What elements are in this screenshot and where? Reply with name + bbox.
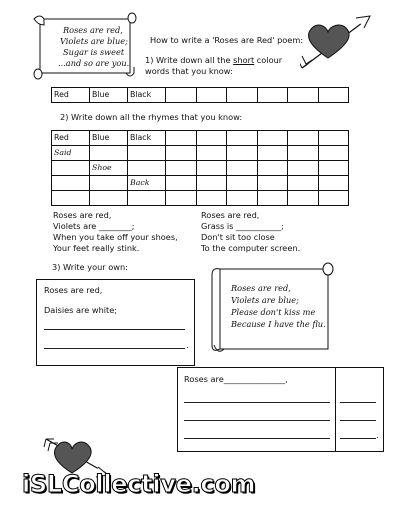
scroll-line-3: Sugar is sweet [63, 47, 125, 57]
rhyme-cell[interactable] [318, 146, 349, 161]
write-line[interactable] [184, 420, 330, 421]
colour-cell[interactable]: Black [128, 88, 166, 103]
heart-arrow-icon [300, 14, 380, 74]
bottom-poem-line1: Roses are_______________, [184, 374, 288, 384]
step3-instruction: 3) Write your own: [52, 262, 128, 272]
end-dot: . [376, 430, 379, 440]
scroll-line-3: Please don't kiss me [231, 307, 316, 317]
rhyme-cell[interactable]: Red [52, 131, 90, 146]
rhyme-cell[interactable] [166, 131, 197, 146]
rhyme-cell[interactable] [288, 161, 319, 176]
rhyme-cell[interactable] [318, 191, 349, 206]
rhyme-cell[interactable] [166, 146, 197, 161]
rhyme-cell[interactable] [227, 176, 258, 191]
colour-cell[interactable] [288, 88, 319, 103]
poem-line: Roses are red, [53, 210, 112, 220]
poem-line: When you take off your shoes, [53, 232, 178, 242]
write-line[interactable] [184, 402, 330, 403]
rhyme-cell[interactable] [196, 146, 227, 161]
rhyme-cell[interactable] [166, 176, 197, 191]
write-line[interactable] [44, 348, 185, 349]
rhymes-table[interactable] [51, 130, 349, 206]
poem-line: Your feet really stink. [53, 243, 140, 253]
end-dot: . [186, 340, 189, 350]
step1-instruction-line2: words that you know: [145, 66, 233, 76]
rhyme-cell[interactable] [257, 131, 288, 146]
poem-line: Grass is ___________; [201, 221, 284, 231]
rhyme-cell[interactable] [166, 161, 197, 176]
rhyme-cell[interactable] [318, 176, 349, 191]
write-your-own-box[interactable] [36, 279, 195, 366]
write-line[interactable] [340, 402, 376, 403]
bottom-side-box[interactable] [335, 367, 384, 452]
bottom-poem-box[interactable] [177, 367, 337, 452]
rhyme-cell[interactable] [257, 146, 288, 161]
rhyme-cell[interactable] [52, 161, 90, 176]
rhyme-cell[interactable] [257, 161, 288, 176]
rhyme-cell[interactable] [196, 161, 227, 176]
rhyme-cell[interactable] [227, 146, 258, 161]
rhyme-cell[interactable] [128, 161, 166, 176]
poem-line: Roses are red, [201, 210, 260, 220]
rhyme-cell[interactable] [318, 131, 349, 146]
write-line[interactable] [44, 329, 185, 330]
rhyme-cell[interactable]: Back [128, 176, 166, 191]
colour-words-table[interactable] [51, 87, 349, 103]
colour-cell[interactable]: Red [52, 88, 90, 103]
rhyme-cell[interactable] [196, 176, 227, 191]
rhyme-cell[interactable]: Said [52, 146, 90, 161]
rhyme-cell[interactable] [227, 191, 258, 206]
scroll-line-4: ...and so are you. [58, 58, 130, 68]
example-poem-left [53, 210, 178, 254]
rhyme-cell[interactable] [196, 191, 227, 206]
write-line[interactable] [340, 420, 376, 421]
rhyme-cell[interactable] [227, 161, 258, 176]
rhyme-cell[interactable] [128, 191, 166, 206]
scroll-line-1: Roses are red, [63, 25, 123, 35]
write-line[interactable] [340, 438, 376, 439]
rhyme-cell[interactable] [90, 146, 128, 161]
poem-line: To the computer screen. [201, 243, 301, 253]
rhyme-cell[interactable]: Shoe [90, 161, 128, 176]
rhyme-cell[interactable]: Blue [90, 131, 128, 146]
rhyme-cell[interactable] [90, 191, 128, 206]
page-title: How to write a 'Roses are Red' poem: [150, 35, 304, 45]
middle-scroll [208, 261, 336, 357]
rhyme-cell[interactable] [288, 176, 319, 191]
colour-cell[interactable]: Blue [90, 88, 128, 103]
watermark-logo: iSLCollective.com [22, 470, 256, 498]
scroll-line-4: Because I have the flu. [231, 319, 326, 329]
rhyme-cell[interactable] [318, 161, 349, 176]
scroll-line-2: Violets are blue; [60, 36, 128, 46]
rhyme-cell[interactable] [227, 131, 258, 146]
top-scroll [30, 11, 138, 81]
own-poem-line2: Daisies are white; [44, 305, 118, 315]
rhyme-cell[interactable] [288, 191, 319, 206]
rhyme-cell[interactable] [52, 191, 90, 206]
poem-line: Violets are ________; [53, 221, 135, 231]
step2-instruction: 2) Write down all the rhymes that you know: [60, 112, 243, 122]
colour-cell[interactable] [166, 88, 197, 103]
colour-cell[interactable] [257, 88, 288, 103]
rhyme-cell[interactable] [257, 191, 288, 206]
rhyme-cell[interactable] [90, 176, 128, 191]
example-poem-right [201, 210, 300, 254]
poem-line: Don't sit too close [201, 232, 275, 242]
rhyme-cell[interactable]: Black [128, 131, 166, 146]
scroll-line-1: Roses are red, [231, 283, 291, 293]
rhyme-cell[interactable] [128, 146, 166, 161]
colour-cell[interactable] [318, 88, 349, 103]
rhyme-cell[interactable] [196, 131, 227, 146]
rhyme-cell[interactable] [288, 131, 319, 146]
step1-instruction: 1) Write down all the short colour [145, 55, 283, 65]
rhyme-cell[interactable] [166, 191, 197, 206]
rhyme-cell[interactable] [52, 176, 90, 191]
scroll-line-2: Violets are blue; [231, 295, 299, 305]
rhyme-cell[interactable] [288, 146, 319, 161]
rhyme-cell[interactable] [257, 176, 288, 191]
colour-cell[interactable] [227, 88, 258, 103]
own-poem-line1: Roses are red, [44, 285, 103, 295]
write-line[interactable] [184, 438, 330, 439]
colour-cell[interactable] [196, 88, 227, 103]
